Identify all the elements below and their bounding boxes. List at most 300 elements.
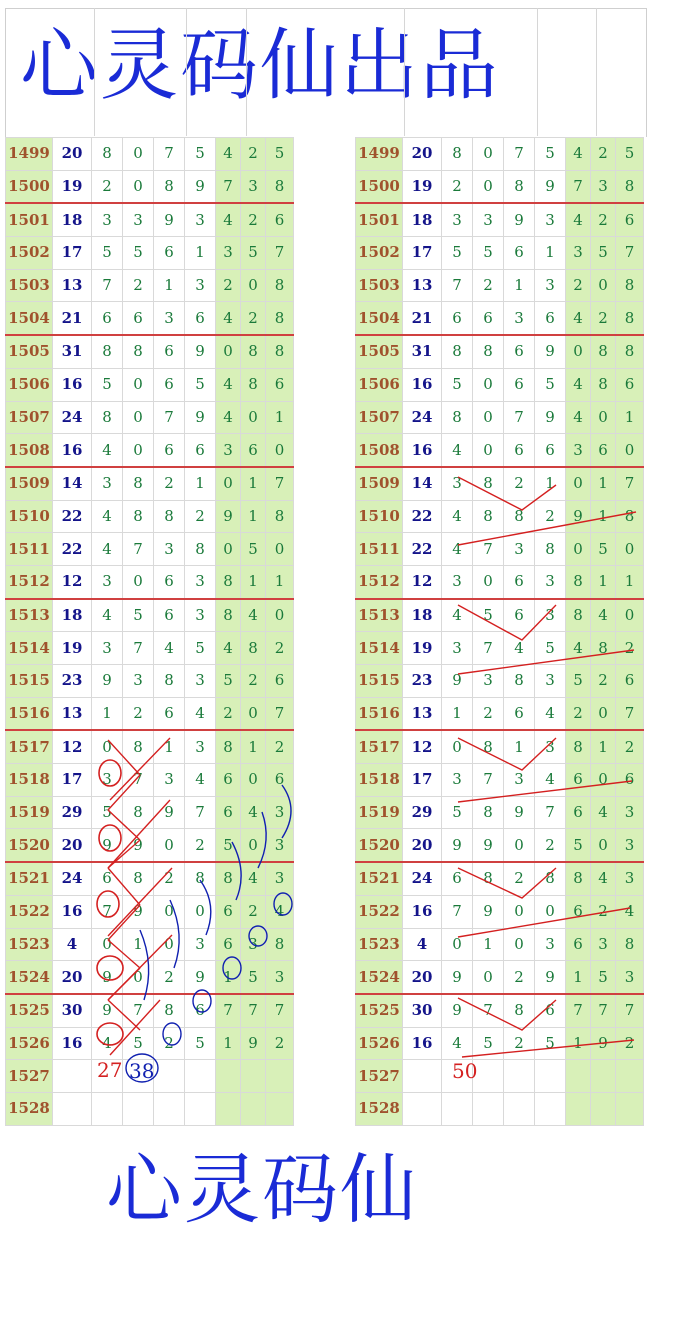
table-row: [356, 1027, 644, 1060]
period-cell: 1516: [6, 697, 53, 730]
tail-cell: 8: [266, 928, 294, 961]
tail-cell: 3: [266, 796, 294, 829]
digit-cell: 3: [535, 928, 566, 961]
table-row: [356, 862, 644, 895]
grid-line: [596, 8, 597, 136]
period-cell: 1519: [6, 796, 53, 829]
digit-cell: 2: [154, 467, 185, 500]
tail-cell: [591, 1092, 616, 1125]
digit-cell: [535, 1092, 566, 1125]
digit-cell: 4: [442, 1027, 473, 1060]
sum-cell: 16: [403, 895, 442, 928]
digit-cell: 3: [154, 764, 185, 797]
period-cell: 1512: [356, 565, 403, 598]
digit-cell: 9: [185, 961, 216, 994]
digit-cell: 6: [154, 368, 185, 401]
digit-cell: 7: [504, 401, 535, 434]
table-row: [356, 401, 644, 434]
digit-cell: 9: [473, 829, 504, 862]
digit-cell: 0: [123, 565, 154, 598]
sum-cell: 17: [53, 764, 92, 797]
digit-cell: 5: [123, 599, 154, 632]
digit-cell: 3: [473, 665, 504, 698]
digit-cell: 8: [123, 730, 154, 763]
tail-cell: 6: [566, 895, 591, 928]
tail-cell: 7: [266, 994, 294, 1027]
digit-cell: 2: [185, 829, 216, 862]
digit-cell: 3: [92, 565, 123, 598]
table-row: [356, 533, 644, 566]
period-cell: 1510: [6, 500, 53, 533]
digit-cell: 9: [535, 961, 566, 994]
period-cell: 1517: [356, 730, 403, 763]
banner-title: 心灵码仙出品: [20, 21, 501, 111]
digit-cell: 6: [504, 565, 535, 598]
digit-cell: [504, 1060, 535, 1093]
tail-cell: 7: [266, 237, 294, 270]
digit-cell: 2: [535, 500, 566, 533]
tail-cell: 6: [566, 764, 591, 797]
digit-cell: 5: [535, 632, 566, 665]
period-cell: 1527: [356, 1060, 403, 1093]
digit-cell: 0: [473, 565, 504, 598]
digit-cell: [123, 1092, 154, 1125]
digit-cell: 7: [123, 764, 154, 797]
table-row: [356, 961, 644, 994]
period-cell: 1517: [6, 730, 53, 763]
digit-cell: 3: [154, 302, 185, 335]
sum-cell: 22: [403, 500, 442, 533]
digit-cell: 7: [473, 533, 504, 566]
digit-cell: 7: [92, 269, 123, 302]
tail-cell: [566, 1092, 591, 1125]
sum-cell: 17: [403, 764, 442, 797]
banner: [5, 8, 647, 137]
digit-cell: 4: [92, 533, 123, 566]
digit-cell: 4: [92, 434, 123, 467]
period-cell: 1504: [356, 302, 403, 335]
table-row: [356, 730, 644, 763]
digit-cell: 8: [123, 862, 154, 895]
table-row: [356, 632, 644, 665]
tail-cell: 3: [241, 928, 266, 961]
period-cell: 1525: [356, 994, 403, 1027]
tail-cell: 1: [266, 565, 294, 598]
tail-cell: 8: [616, 302, 644, 335]
digit-cell: 9: [185, 170, 216, 203]
digit-cell: 3: [535, 599, 566, 632]
table-row: [6, 895, 294, 928]
tail-cell: 8: [216, 730, 241, 763]
digit-cell: 3: [442, 467, 473, 500]
digit-cell: [504, 1092, 535, 1125]
digit-cell: 0: [154, 895, 185, 928]
period-cell: 1511: [356, 533, 403, 566]
digit-cell: 3: [92, 764, 123, 797]
tail-cell: 8: [216, 599, 241, 632]
tail-cell: 0: [241, 401, 266, 434]
digit-cell: 8: [123, 467, 154, 500]
digit-cell: 1: [535, 467, 566, 500]
digit-cell: 1: [185, 237, 216, 270]
tail-cell: 2: [216, 697, 241, 730]
digit-cell: 5: [442, 368, 473, 401]
digit-cell: 4: [442, 434, 473, 467]
digit-cell: 0: [123, 961, 154, 994]
tail-cell: 6: [566, 928, 591, 961]
tail-cell: 0: [591, 829, 616, 862]
tail-cell: 1: [616, 401, 644, 434]
tail-cell: 8: [616, 269, 644, 302]
table-row: [6, 862, 294, 895]
sum-cell: 24: [53, 862, 92, 895]
sum-cell: 13: [403, 269, 442, 302]
tail-cell: 8: [241, 335, 266, 368]
digit-cell: 3: [535, 665, 566, 698]
digit-cell: 7: [535, 796, 566, 829]
digit-cell: 6: [535, 434, 566, 467]
tail-cell: [241, 1060, 266, 1093]
tail-cell: 8: [266, 170, 294, 203]
grid-line: [404, 8, 405, 136]
sum-cell: 22: [53, 500, 92, 533]
digit-cell: 7: [504, 138, 535, 171]
grid-line: [94, 8, 95, 136]
period-cell: 1526: [356, 1027, 403, 1060]
digit-cell: 2: [535, 829, 566, 862]
digit-cell: [535, 1060, 566, 1093]
period-cell: 1520: [356, 829, 403, 862]
period-cell: 1507: [6, 401, 53, 434]
digit-cell: 3: [504, 764, 535, 797]
period-cell: 1524: [356, 961, 403, 994]
digit-cell: 3: [185, 203, 216, 236]
period-cell: 1521: [356, 862, 403, 895]
tail-cell: 2: [566, 697, 591, 730]
digit-cell: 8: [442, 335, 473, 368]
tail-cell: 2: [266, 632, 294, 665]
digit-cell: 8: [442, 138, 473, 171]
digit-cell: 2: [504, 862, 535, 895]
digit-cell: 3: [535, 730, 566, 763]
digit-cell: 4: [442, 533, 473, 566]
digit-cell: 5: [92, 796, 123, 829]
grid-line: [537, 8, 538, 136]
period-cell: 1504: [6, 302, 53, 335]
digit-cell: 9: [123, 829, 154, 862]
digit-cell: 1: [473, 928, 504, 961]
tail-cell: 0: [591, 764, 616, 797]
tail-cell: 2: [591, 895, 616, 928]
digit-cell: 0: [473, 368, 504, 401]
period-cell: 1523: [356, 928, 403, 961]
sum-cell: 16: [53, 1027, 92, 1060]
tail-cell: [216, 1092, 241, 1125]
digit-cell: 5: [123, 1027, 154, 1060]
left-blue-prediction: 38: [129, 1059, 155, 1083]
digit-cell: 6: [154, 237, 185, 270]
tail-cell: 4: [241, 862, 266, 895]
sum-cell: 19: [403, 632, 442, 665]
digit-cell: 5: [535, 138, 566, 171]
digit-cell: 8: [92, 138, 123, 171]
tail-cell: 5: [591, 533, 616, 566]
digit-cell: [185, 1092, 216, 1125]
sum-cell: 19: [53, 632, 92, 665]
period-cell: 1523: [6, 928, 53, 961]
tail-cell: 6: [566, 796, 591, 829]
table-row: [356, 796, 644, 829]
table-row: [6, 665, 294, 698]
left-lottery-table: [5, 137, 294, 1126]
digit-cell: 1: [504, 730, 535, 763]
digit-cell: 4: [535, 697, 566, 730]
tail-cell: 0: [266, 434, 294, 467]
tail-cell: [591, 1060, 616, 1093]
tail-cell: 7: [266, 467, 294, 500]
digit-cell: 6: [442, 302, 473, 335]
period-cell: 1527: [6, 1060, 53, 1093]
digit-cell: 4: [185, 764, 216, 797]
digit-cell: 4: [535, 764, 566, 797]
period-cell: 1502: [356, 237, 403, 270]
tail-cell: 7: [616, 237, 644, 270]
tail-cell: 8: [616, 170, 644, 203]
digit-cell: [185, 1060, 216, 1093]
table-row: [356, 170, 644, 203]
table-row: [356, 665, 644, 698]
period-cell: 1519: [356, 796, 403, 829]
sum-cell: 19: [53, 170, 92, 203]
tail-cell: 4: [216, 203, 241, 236]
digit-cell: 5: [535, 368, 566, 401]
sum-cell: [403, 1060, 442, 1093]
footer-title: 心灵码仙: [106, 1145, 418, 1234]
digit-cell: 7: [154, 401, 185, 434]
digit-cell: 6: [535, 994, 566, 1027]
tail-cell: 9: [241, 1027, 266, 1060]
tail-cell: 7: [616, 994, 644, 1027]
digit-cell: 5: [185, 1027, 216, 1060]
digit-cell: 8: [185, 862, 216, 895]
tail-cell: [216, 1060, 241, 1093]
digit-cell: 7: [123, 632, 154, 665]
digit-cell: 8: [154, 500, 185, 533]
digit-cell: 2: [442, 170, 473, 203]
digit-cell: 0: [473, 170, 504, 203]
period-cell: 1509: [356, 467, 403, 500]
table-row: [6, 302, 294, 335]
tail-cell: 3: [591, 928, 616, 961]
digit-cell: 6: [504, 434, 535, 467]
tail-cell: 0: [241, 764, 266, 797]
period-cell: 1505: [6, 335, 53, 368]
tail-cell: 1: [591, 730, 616, 763]
tail-cell: 0: [616, 533, 644, 566]
table-row: [6, 994, 294, 1027]
digit-cell: 6: [92, 862, 123, 895]
digit-cell: 3: [185, 565, 216, 598]
tail-cell: 2: [241, 665, 266, 698]
table-row: [356, 138, 644, 171]
digit-cell: 9: [504, 203, 535, 236]
digit-cell: 3: [185, 730, 216, 763]
sum-cell: 20: [53, 138, 92, 171]
sum-cell: 23: [403, 665, 442, 698]
digit-cell: 8: [154, 994, 185, 1027]
digit-cell: [92, 1060, 123, 1093]
sum-cell: 12: [403, 565, 442, 598]
table-row: [6, 467, 294, 500]
tail-cell: 7: [591, 994, 616, 1027]
digit-cell: 2: [92, 170, 123, 203]
table-row: [6, 401, 294, 434]
period-cell: 1525: [6, 994, 53, 1027]
tail-cell: 0: [566, 533, 591, 566]
digit-cell: 3: [442, 764, 473, 797]
digit-cell: 6: [154, 697, 185, 730]
tail-cell: 4: [566, 302, 591, 335]
tail-cell: 2: [616, 632, 644, 665]
table-row: [6, 335, 294, 368]
period-cell: 1515: [6, 665, 53, 698]
tail-cell: 1: [591, 565, 616, 598]
tail-cell: 4: [216, 138, 241, 171]
period-cell: 1508: [6, 434, 53, 467]
digit-cell: 3: [123, 665, 154, 698]
tail-cell: 2: [241, 895, 266, 928]
tail-cell: 1: [266, 401, 294, 434]
digit-cell: [473, 1060, 504, 1093]
sum-cell: 20: [53, 829, 92, 862]
digit-cell: 3: [504, 302, 535, 335]
digit-cell: 8: [473, 335, 504, 368]
digit-cell: 1: [504, 269, 535, 302]
digit-cell: 7: [154, 138, 185, 171]
sum-cell: 22: [53, 533, 92, 566]
digit-cell: 8: [535, 533, 566, 566]
tail-cell: 0: [216, 467, 241, 500]
digit-cell: 8: [535, 862, 566, 895]
tail-cell: 8: [241, 368, 266, 401]
sum-cell: 29: [53, 796, 92, 829]
table-row: [6, 796, 294, 829]
sum-cell: 21: [53, 302, 92, 335]
digit-cell: 3: [185, 599, 216, 632]
period-cell: 1501: [356, 203, 403, 236]
digit-cell: 8: [473, 862, 504, 895]
digit-cell: 8: [92, 401, 123, 434]
tail-cell: 3: [566, 434, 591, 467]
tail-cell: 2: [591, 665, 616, 698]
table-row: [356, 565, 644, 598]
tail-cell: 6: [216, 895, 241, 928]
digit-cell: 0: [123, 368, 154, 401]
tail-cell: [616, 1092, 644, 1125]
sum-cell: [403, 1092, 442, 1125]
table-row: [6, 697, 294, 730]
tail-cell: 8: [216, 862, 241, 895]
table-row: [356, 237, 644, 270]
tail-cell: 6: [216, 928, 241, 961]
period-cell: 1501: [6, 203, 53, 236]
tail-cell: 7: [216, 994, 241, 1027]
digit-cell: 4: [92, 500, 123, 533]
digit-cell: 0: [473, 961, 504, 994]
digit-cell: 8: [473, 796, 504, 829]
sum-cell: 17: [403, 237, 442, 270]
sum-cell: 24: [403, 862, 442, 895]
sum-cell: 14: [53, 467, 92, 500]
digit-cell: 3: [92, 203, 123, 236]
sum-cell: 14: [403, 467, 442, 500]
sum-cell: 17: [53, 237, 92, 270]
tail-cell: 2: [266, 1027, 294, 1060]
table-row: [356, 368, 644, 401]
table-row: [356, 1092, 644, 1125]
sum-cell: 18: [403, 599, 442, 632]
digit-cell: 3: [442, 565, 473, 598]
sum-cell: 20: [53, 961, 92, 994]
sum-cell: 16: [403, 1027, 442, 1060]
tail-cell: 5: [241, 237, 266, 270]
tail-cell: 5: [241, 961, 266, 994]
table-row: [6, 1060, 294, 1093]
tail-cell: 3: [241, 170, 266, 203]
period-cell: 1521: [6, 862, 53, 895]
period-cell: 1505: [356, 335, 403, 368]
sum-cell: [53, 1092, 92, 1125]
tail-cell: 8: [266, 302, 294, 335]
digit-cell: 7: [185, 796, 216, 829]
digit-cell: 7: [473, 994, 504, 1027]
right-red-prediction: 50: [452, 1059, 478, 1083]
digit-cell: 9: [535, 170, 566, 203]
period-cell: 1515: [356, 665, 403, 698]
tail-cell: 4: [591, 599, 616, 632]
digit-cell: 2: [185, 500, 216, 533]
digit-cell: 2: [154, 862, 185, 895]
tail-cell: 0: [591, 401, 616, 434]
digit-cell: 5: [442, 237, 473, 270]
digit-cell: 2: [123, 269, 154, 302]
table-row: [6, 764, 294, 797]
tail-cell: 3: [616, 961, 644, 994]
tail-cell: 1: [241, 500, 266, 533]
sum-cell: 19: [403, 170, 442, 203]
digit-cell: 9: [185, 401, 216, 434]
tail-cell: 8: [616, 335, 644, 368]
digit-cell: 3: [442, 632, 473, 665]
tail-cell: 6: [616, 764, 644, 797]
digit-cell: 9: [92, 994, 123, 1027]
tail-cell: 8: [566, 599, 591, 632]
tail-cell: 3: [266, 862, 294, 895]
digit-cell: 5: [473, 599, 504, 632]
tail-cell: 1: [566, 1027, 591, 1060]
tail-cell: 8: [266, 269, 294, 302]
digit-cell: 9: [154, 796, 185, 829]
tail-cell: 0: [216, 533, 241, 566]
digit-cell: 3: [185, 665, 216, 698]
digit-cell: 8: [123, 500, 154, 533]
tail-cell: 3: [616, 829, 644, 862]
period-cell: 1506: [356, 368, 403, 401]
tail-cell: 4: [566, 632, 591, 665]
tail-cell: 3: [566, 237, 591, 270]
table-row: [356, 302, 644, 335]
tail-cell: 2: [616, 1027, 644, 1060]
